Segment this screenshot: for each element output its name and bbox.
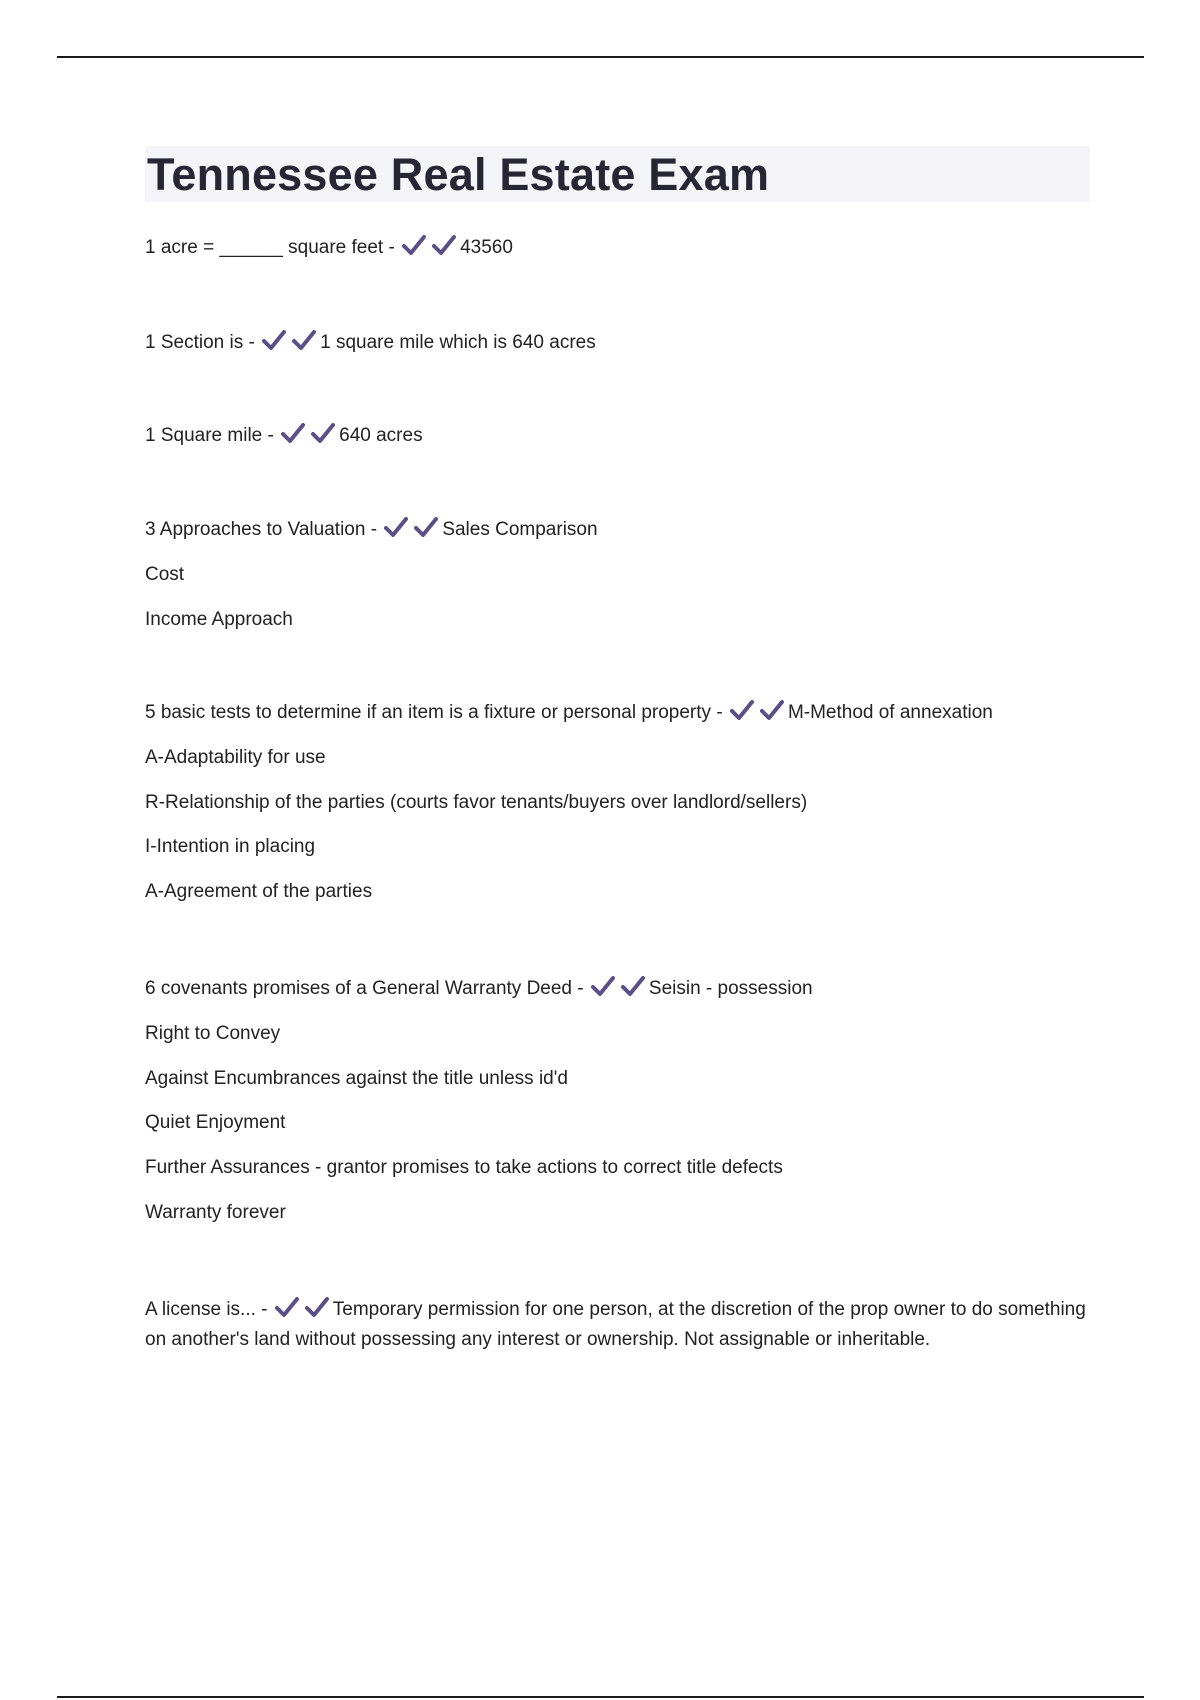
check-icon (432, 234, 456, 256)
question-text: 1 Section is - (145, 332, 255, 353)
title-band (145, 146, 1090, 202)
question-text: 3 Approaches to Valuation - (145, 519, 378, 540)
answer-marker (591, 975, 645, 997)
check-icon (311, 422, 335, 444)
check-icon (305, 1296, 329, 1318)
question-text: 1 Square mile - (145, 425, 274, 446)
answer-text: 640 acres (339, 425, 423, 446)
answer-line: A-Adaptability for use (145, 746, 326, 768)
answer-line: Warranty forever (145, 1201, 286, 1223)
flashcard-question-line (145, 329, 1090, 355)
answer-text: 1 square mile which is 640 acres (320, 332, 596, 353)
flashcard (145, 516, 1090, 631)
flashcard (145, 975, 1090, 1225)
top-rule (57, 56, 1144, 58)
flashcard (145, 422, 1090, 448)
answer-marker (281, 422, 335, 444)
question-text: 1 acre = ______ square feet - (145, 237, 395, 258)
answer-line: Further Assurances - grantor promises to take actions to correct title defects (145, 1157, 783, 1178)
flashcard (145, 699, 1090, 904)
answer-line: Income Approach (145, 608, 293, 630)
answer-text: Temporary permission for one person, at the discretion of the prop owner to do something on another's land without possessing any interest or ownership. Not assignable or inheritable. (145, 1299, 1086, 1350)
flashcard-question-line (145, 234, 1090, 260)
answer-text: Sales Comparison (442, 519, 598, 540)
answer-line: Right to Convey (145, 1022, 281, 1044)
answer-marker (402, 234, 456, 256)
question-text: A license is... - (145, 1299, 268, 1320)
document-title: Tennessee Real Estate Exam (147, 148, 770, 200)
answer-text: 43560 (460, 237, 513, 258)
flashcard-question-line (145, 422, 1090, 448)
answer-text: Seisin - possession (648, 978, 813, 999)
answer-marker (262, 329, 316, 351)
check-icon (262, 329, 286, 351)
check-icon (760, 699, 784, 721)
check-icon (730, 699, 754, 721)
question-text: 6 covenants promises of a General Warranty Deed - (145, 978, 584, 999)
flashcard (145, 1295, 1090, 1355)
check-icon (275, 1296, 299, 1318)
answer-marker (730, 699, 784, 721)
answer-line: Against Encumbrances against the title unless id'd (145, 1067, 568, 1089)
question-text: 5 basic tests to determine if an item is a fixture or personal property - (145, 702, 723, 723)
answer-marker (384, 516, 438, 538)
flashcard-question-line (145, 699, 1090, 725)
answer-line: A-Agreement of the parties (145, 881, 373, 902)
check-icon (281, 422, 305, 444)
check-icon (591, 975, 615, 997)
check-icon (621, 975, 645, 997)
bottom-rule (57, 1696, 1144, 1698)
answer-line: Quiet Enjoyment (145, 1112, 286, 1134)
flashcard (145, 329, 1090, 355)
answer-marker (275, 1296, 329, 1318)
check-icon (292, 329, 316, 351)
check-icon (384, 516, 408, 538)
answer-line: I-Intention in placing (145, 836, 316, 858)
check-icon (414, 516, 438, 538)
check-icon (402, 234, 426, 256)
answer-text: M-Method of annexation (787, 702, 993, 723)
flashcard (145, 234, 1090, 260)
document-body (145, 146, 1090, 1350)
flashcard-question-line (145, 975, 1090, 1001)
flashcard-question-line (145, 1295, 1090, 1355)
flashcard-question-line (145, 516, 1090, 542)
answer-line: R-Relationship of the parties (courts favor tenants/buyers over landlord/sellers) (145, 791, 808, 813)
answer-line: Cost (145, 563, 185, 585)
